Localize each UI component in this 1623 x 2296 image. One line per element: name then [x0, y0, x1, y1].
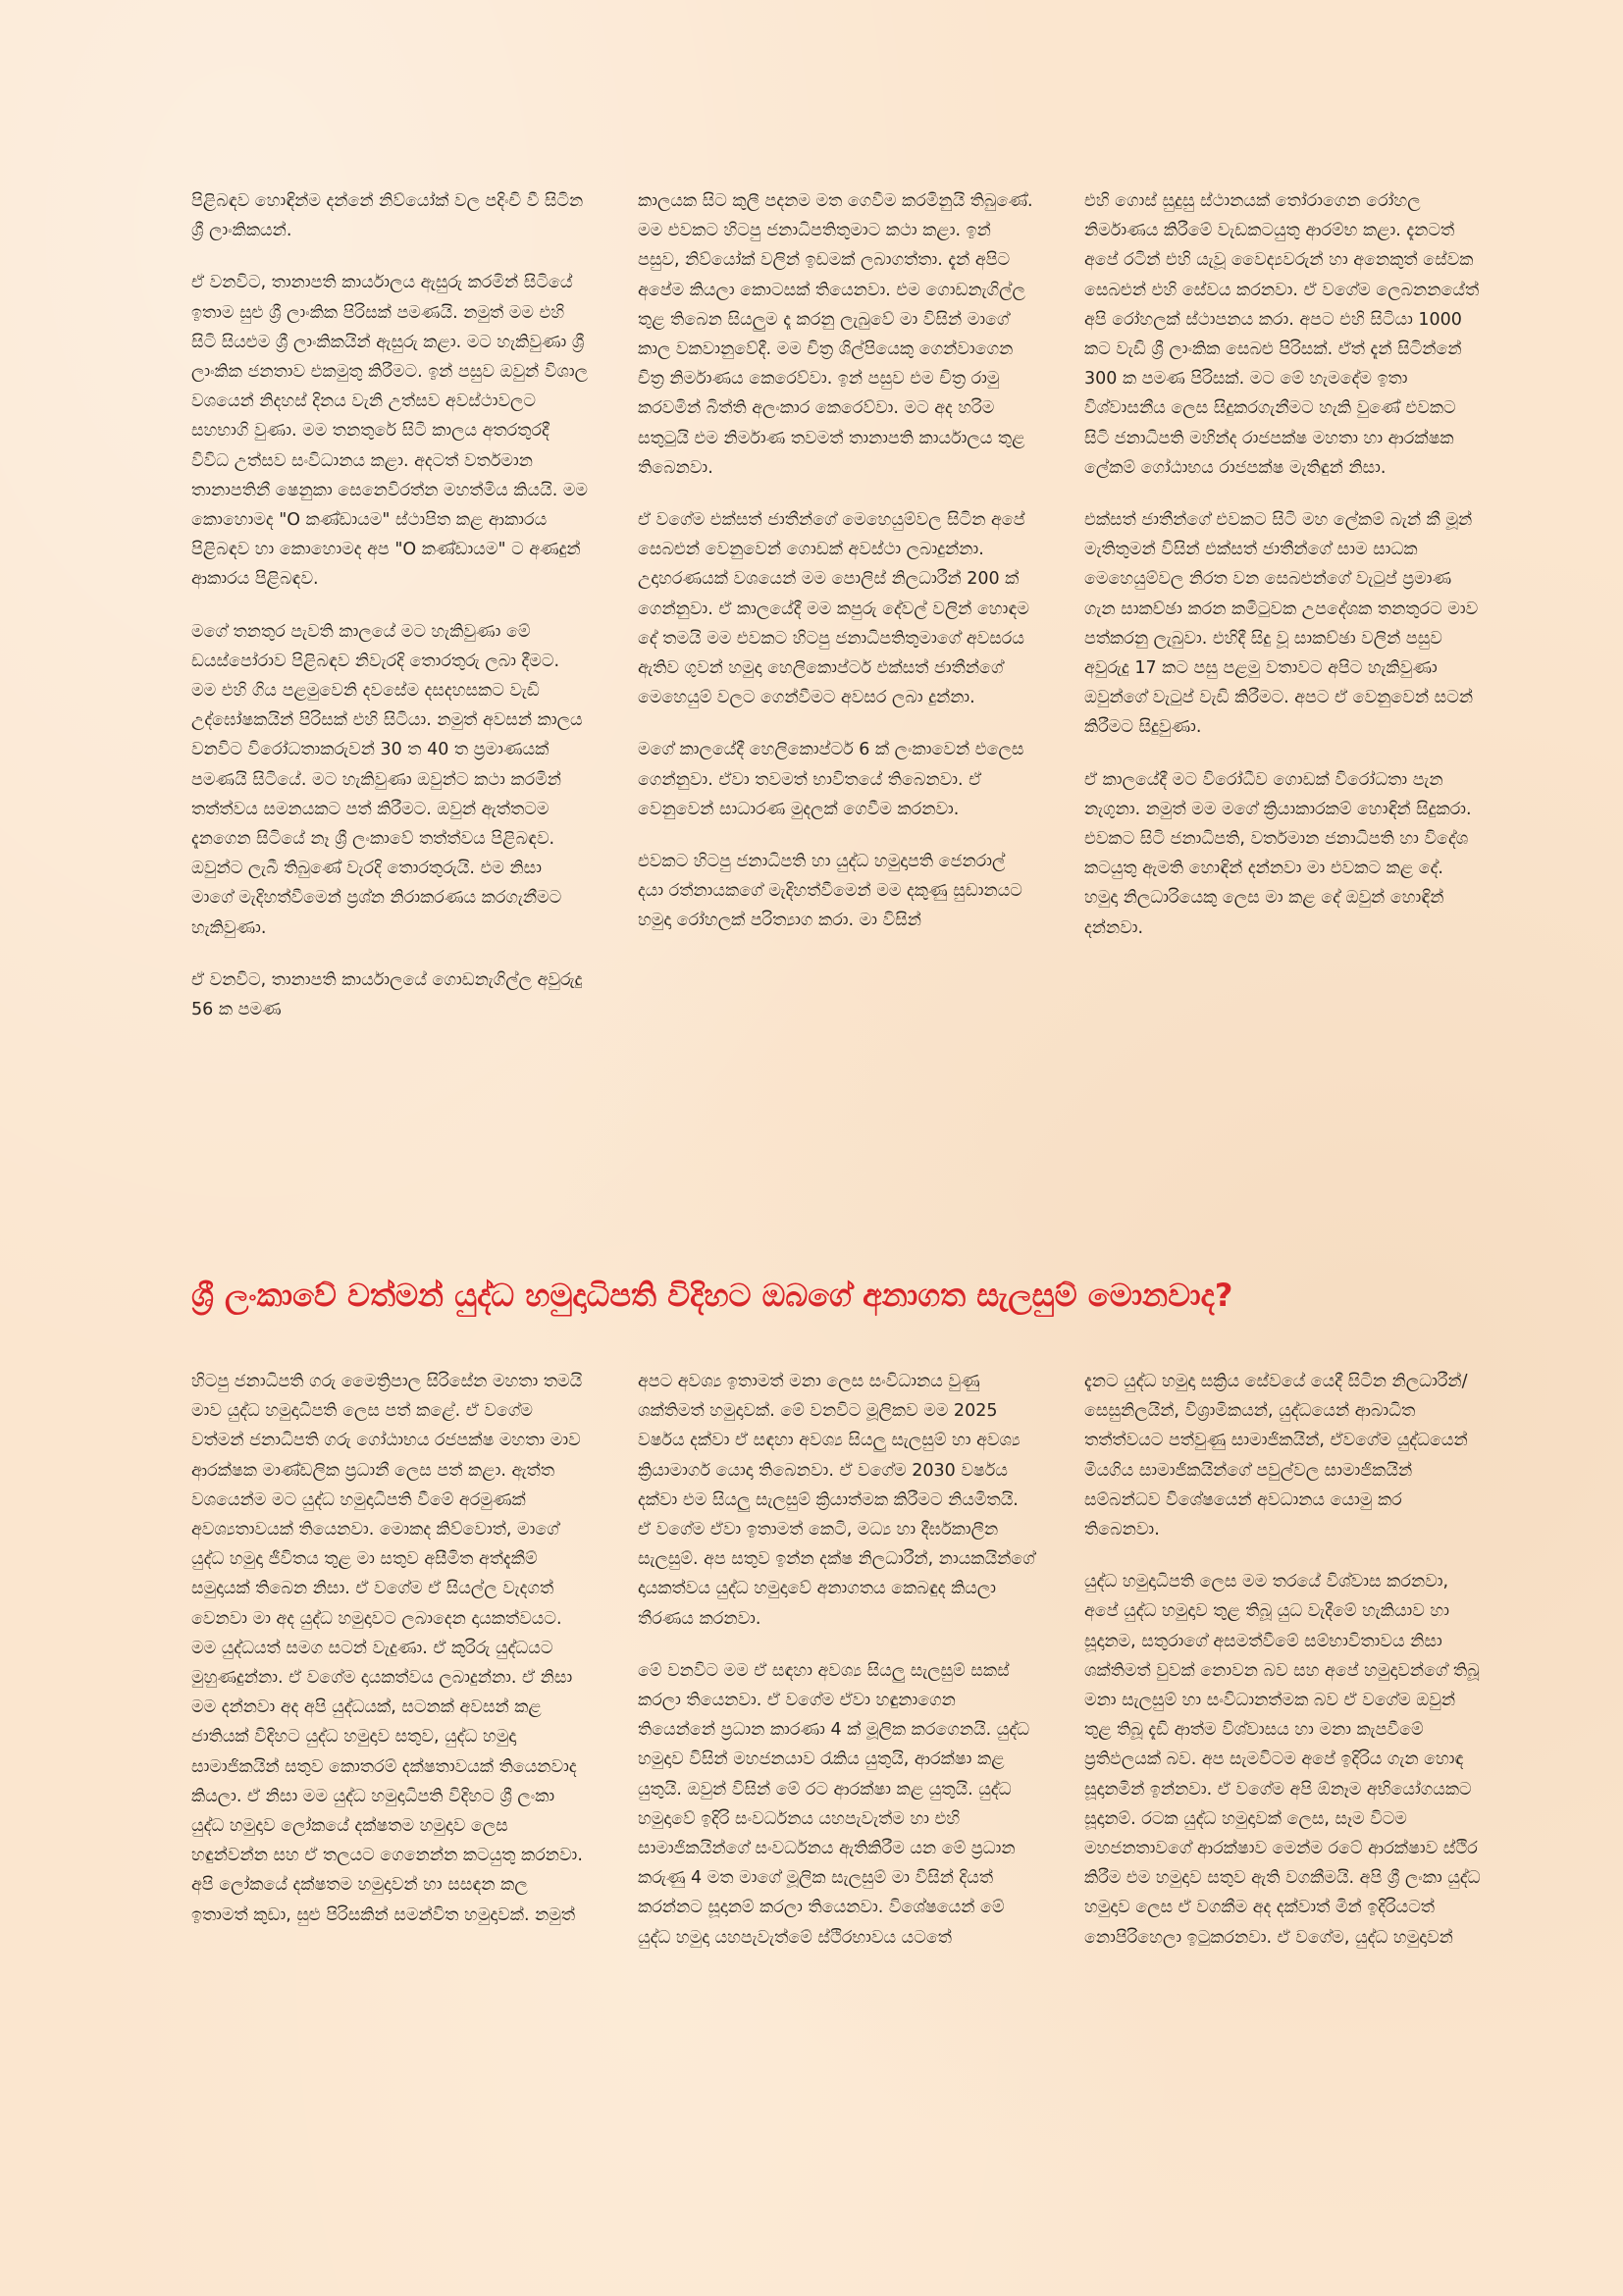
top-column-3	[1084, 186, 1482, 1047]
bottom-article-section	[191, 1367, 1482, 1975]
paragraph: මගේ තනතුර පැවති කාලයේ මට හැකිවුණා මේ ඩයස්පෝරාව පිළිබඳව නිවැරදි තොරතුරු ලබා දීමට. මම එහි ගිය පළමුවෙනි දවසේම දසදහසකට වැඩි උද්ඝෝෂකයින් පිරිසක් එහි සිටියා. නමුත් අවසන් කාලය වනවිට විරෝධතාකරුවන් 30 ත 40 ත ප්‍රමාණයක් පමණයි සිටියේ. මට හැකිවුණා ඔවුන්ට කථා කරමින් තත්ත්වය සමනයකට පත් කිරීමට. ඔවුන් ඇත්තටම දැනගෙන සිටියේ නෑ ශ්‍රී ලංකාවේ තත්ත්වය පිළිබඳව. ඔවුන්ට ලැබී තිබුණේ වැරදි තොරතුරුයි. එම නිසා මාගේ මැදිහත්වීමෙන් ප්‍රශ්න නිරාකරණය කරගැනීමට හැකිවුණා.	[191, 621, 583, 938]
bottom-column-3	[1084, 1367, 1482, 1975]
paragraph: ඒ වගේම එක්සත් ජාතීන්ගේ මෙහෙයුම්වල සිටින අපේ සෙබළුන් වෙනුවෙන් ගොඩක් අවස්ථා ලබාදුන්නා. උදාහරණයක් වශයෙන් මම පොලිස් නිලධාරීන් 200 ක් ගෙන්නුවා. ඒ කාලයේදී මම කපුරු දේවල් වලින් හොඳම දේ තමයි මම එවකට හිටපු ජනාධිපතිතුමාගේ අවසරය ඇතිව ගුවන් හමුදා හෙලිකොප්ටර් එක්සත් ජාතීන්ගේ මෙහෙයුම් වලට ගෙන්වීමට අවසර ලබා දුන්නා.	[638, 510, 1029, 708]
paragraph: එවකට හිටපු ජනාධිපති හා යුද්ධ හමුදාපති ජෙනරාල් දයා රත්නායකගේ මැදිහත්වීමෙන් මම දකුණු සුඩානයට හමුදා රෝහලක් පරිත්‍යාග කරා. මා විසින්	[638, 852, 1022, 931]
section-headline: ශ්‍රී ලංකාවේ වත්මන් යුද්ධ හමුදාධිපති විදිහට ඔබගේ අනාගත සැලසුම් මොනවාද?	[191, 1277, 1233, 1314]
paragraph: ඒ වනවිට, තානාපති කාර්යාලයේ ගොඩනැගිල්ල අවුරුදු 56 ක පමණ	[191, 969, 583, 1020]
paragraph: දැනට යුද්ධ හමුදා සක්‍රිය සේවයේ යෙදී සිටින නිලධාරීන්/සෙසුනිලයින්, විශ්‍රාමිකයන්, යුද්ධයෙන් ආබාධිත තත්ත්වයට පත්වුණු සාමාජිකයින්, ඒවගේම යුද්ධයෙන් මියගිය සාමාජිකයින්ගේ පවුල්වල සාමාජිකයින් සම්බන්ධව විශේෂයෙන් අවධානය යොමු කර තිබෙනවා.	[1084, 1372, 1468, 1540]
paragraph: කාලයක සිට කුලී පදනම මත ගෙවීම කරමිනුයි තිබුණේ. මම එවකට හිටපු ජනාධිපතිතුමාට කථා කළා. ඉන් පසුව, නිව්යෝක් වලින් ඉඩමක් ලබාගත්තා. දැන් අපිට අපේම කියලා කොටසක් තියෙනවා. එම ගොඩනැගිල්ල තුළ තිබෙන සියලුම දෑ කරනු ලැබුවේ මා විසින් මාගේ කාල වකවානුවේදී. මම චිත්‍ර ශිල්පියෙකු ගෙන්වාගෙන චිත්‍ර නිර්මාණය කෙරෙව්වා. ඉන් පසුව එම චිත්‍ර රාමු කරවමින් බිත්ති අලංකාර කෙරෙව්වා. මට අද හරිම සතුටුයි එම නිර්මාණ තවමත් තානාපති කාර්යාලය තුළ තිබෙනවා.	[638, 191, 1033, 478]
paragraph: හිටපු ජනාධිපති ගරු මෛත්‍රිපාල සිරිසේන මහතා තමයි මාව යුද්ධ හමුදාධිපති ලෙස පත් කළේ. ඒ වගේම වත්මන් ජනාධිපති ගරු ගෝඨාභය රජපක්ෂ මහතා මාව ආරක්ෂක මාණ්ඩලික ප්‍රධානී ලෙස පත් කළා. ඇත්ත වශයෙන්ම මට යුද්ධ හමුදාධිපති වීමේ අරමුණක් අවශ්‍යතාවයක් තියෙනවා. මොකද කිව්වොත්, මාගේ යුද්ධ හමුදා ජීවිතය තුළ මා සතුව අසීමිත අත්දැකීම් සමුදායක් තිබෙන නිසා. ඒ වගේම ඒ සියල්ල වැදගත් වෙනවා මා අද යුද්ධ හමුදාවට ලබාදෙන දායකත්වයට. මම යුද්ධයත් සමග සටන් වැදුණා. ඒ කුරිරු යුද්ධයට මුහුණදුන්නා. ඒ වගේම දායකත්වය ලබාදුන්නා. ඒ නිසා මම දන්නවා අද අපි යුද්ධයක්, සටනක් අවසන් කළ ජාතියක් විදිහට යුද්ධ හමුදාව සතුව, යුද්ධ හමුදා සාමාජිකයින් සතුව කොතරම් දක්ෂතාවයක් තියෙනවාද කියලා. ඒ නිසා මම යුද්ධ හමුදාධිපති විදිහට ශ්‍රී ලංකා යුද්ධ හමුදාව ලෝකයේ දක්ෂතම හමුදාව ලෙස හඳුන්වන්න සහ ඒ තලයට ගෙනෙන්න කටයුතු කරනවා. අපි ලෝකයේ දක්ෂතම හමුදාවන් හා සසඳන කල ඉතාමත් කුඩා, සුළු පිරිසකින් සමන්විත හමුදාවක්. නමුත්	[191, 1372, 583, 1925]
bottom-column-2	[638, 1367, 1035, 1975]
paragraph: යුද්ධ හමුදාධිපති ලෙස මම තරයේ විශ්වාස කරනවා, අපේ යුද්ධ හමුදාව තුළ තිබූ යුධ වැදීමේ හැකියාව හා සූදානම, සතුරාගේ අසමත්වීමේ සම්භාවිතාවය නිසා ශක්තිමත් වුවක් නොවන බව සහ අපේ හමුදාවන්ගේ තිබූ මනා සැලසුම් හා සංවිධානත්මක බව ඒ වගේම ඔවුන් තුළ තිබූ දැඩි ආත්ම විශ්වාසය හා මනා කැපවීමේ ප්‍රතිඵලයක් බව. අප සැමවිටම අපේ ඉදිරිය ගැන හොඳ සූදානමින් ඉන්නවා. ඒ වගේම අපි ඕනෑම අභියෝගයකට සූදානම්. රටක යුද්ධ හමුදාවක් ලෙස, සෑම විටම මහජනතාවගේ ආරක්ෂාව මෙන්ම රටේ ආරක්ෂාව ස්ථිර කිරීම එම හමුදාව සතුව ඇති වගකීමයි. අපි ශ්‍රී ලංකා යුද්ධ හමුදාව ලෙස ඒ වගකීම අද දක්වාත් මින් ඉදිරියටත් නොපිරිහෙලා ඉටුකරනවා. ඒ වගේම, යුද්ධ හමුදාවන්	[1084, 1572, 1481, 1948]
paragraph: ඒ වනවිට, තානාපති කාර්යාලය ඇසුරු කරමින් සිටියේ ඉතාම සුළු ශ්‍රී ලාංකික පිරිසක් පමණයි. නමුත් මම එහි සිටි සියළුම ශ්‍රී ලාංකිකයින් ඇසුරු කළා. මට හැකිවුණා ශ්‍රී ලාංකික ජනතාව එකමුතු කිරීමට. ඉන් පසුව ඔවුන් විශාල වශයෙන් නිදහස් දිනය වැනි උත්සව අවස්ථාවලට සහභාගි වුණා. මම තනතුරේ සිටි කාලය අතරතුරදී විවිධ උත්සව සංවිධානය කළා. අදටත් වර්තමාන තානාපතිනී ෂෙනුකා සෙනෙවිරත්න මහත්මිය කියයි. මම කොහොමද "O කණ්ඩායම" ස්ථාපිත කළ ආකාරය පිළිබඳව හා කොහොමද අප "O කණ්ඩායම" ට අණදුන් ආකාරය පිළිබඳව.	[191, 273, 589, 590]
top-column-1	[191, 186, 589, 1047]
paragraph: මේ වනවිට මම ඒ සඳහා අවශ්‍ය සියලු සැලසුම් සකස් කරලා තියෙනවා. ඒ වගේම ඒවා හඳුනාගෙන තියෙන්නේ ප්‍රධාන කාරණා 4 ක් මූලික කරගෙනයි. යුද්ධ හමුදාව විසින් මහජනයාව රැකිය යුතුයි, ආරක්ෂා කළ යුතුයි. ඔවුන් විසින් මේ රට ආරක්ෂා කළ යුතුයි. යුද්ධ හමුදාවේ ඉදිරි සංවර්ධනය යහපැවැත්ම හා එහි සාමාජිකයින්ගේ සංවර්ධනය ඇතිකිරීම යන මේ ප්‍රධාන කරුණු 4 මත මාගේ මූලික සැලසුම් මා විසින් දියත් කරන්නට සූදානම් කරලා තියෙනවා. විශේෂයෙන් මේ යුද්ධ හමුදා යහපැවැත්මේ ස්ථිරභාවය යටතේ	[638, 1660, 1030, 1948]
paragraph: මගේ කාලයේදී හෙලිකොප්ටර් 6 ක් ලංකාවෙන් එලෙස ගෙන්නුවා. ඒවා තවමත් භාවිතයේ තිබෙනවා. ඒ වෙනුවෙන් සාධාරණ මුදලක් ගෙවීම කරනවා.	[638, 740, 1024, 819]
paragraph: අපට අවශ්‍ය ඉතාමත් මනා ලෙස සංවිධානය වුණු ශක්තිමත් හමුදාවක්. මේ වනවිට මූලිකව මම 2025 වර්ෂය දක්වා ඒ සඳහා අවශ්‍ය සියලු සැලසුම් හා අවශ්‍ය ක්‍රියාමාර්ග යොදා තිබෙනවා. ඒ වගේම 2030 වර්ෂය දක්වා එම සියලු සැලසුම් ක්‍රියාත්මක කිරීමට නියමිතයි. ඒ වගේම ඒවා ඉතාමත් කෙටි, මධ්‍ය හා දීර්ඝකාලීන සැලසුම්. අප සතුව ඉන්න දක්ෂ නිලධාරීන්, නායකයින්ගේ දායකත්වය යුද්ධ හමුදාවේ අනාගතය කෙබඳුද කියලා තීරණය කරනවා.	[638, 1372, 1035, 1629]
paragraph: එක්සත් ජාතීන්ගේ එවකට සිටි මහ ලේකම් බැන් කී මූන් මැතිතුමන් විසින් එක්සත් ජාතීන්ගේ සාම සාධක මෙහෙයුම්වල නිරත වන සෙබළුන්ගේ වැටුප් ප්‍රමාණ ගැන සාකච්ඡා කරන කමිටුවක උපදේශක තනතුරට මාව පත්කරනු ලැබුවා. එහිදී සිදු වූ සාකච්ඡා වලින් පසුව අවුරුදු 17 කට පසු පළමු වතාවට අපිට හැකිවුණා ඔවුන්ගේ වැටුප් වැඩි කිරීමට. අපට ඒ වෙනුවෙන් සටන් කිරීමට සිදුවුණා.	[1084, 510, 1479, 738]
top-column-2	[638, 186, 1035, 1047]
paragraph: පිළිබඳව හොඳින්ම දන්නේ නිව්යෝක් වල පදිංචි වී සිටින ශ්‍රී ලාංකිකයන්.	[191, 191, 584, 241]
paragraph: එහි ගොස් සුදුසු ස්ථානයක් තෝරාගෙන රෝහල නිර්මාණය කිරීමේ වැඩකටයුතු ආරම්භ කළා. දැනටත් අපේ රටින් එහි යැවූ වෛද්‍යවරුන් හා අනෙකුත් සේවක සෙබළුන් එහි සේවය කරනවා. ඒ වගේම ලෙබනනයේත් අපි රෝහලක් ස්ථාපනය කරා. අපට එහි සිටියා 1000 කට වැඩි ශ්‍රී ලාංකික සෙබළු පිරිසක්. ඒත් දැන් සිටින්නේ 300 ක පමණ පිරිසක්. මට මේ හැමදේම ඉතා විශ්වාසනීය ලෙස සිදුකරගැනීමට හැකි වුණේ එවකට සිටි ජනාධිපති මහින්ද රාජපක්ෂ මහතා හා ආරක්ෂක ලේකම් ගෝඨාභය රාජපක්ෂ මැතිඳුන් නිසා.	[1084, 191, 1480, 478]
top-article-section	[191, 186, 1482, 1047]
paragraph: ඒ කාලයේදී මට විරෝධීව ගොඩක් විරෝධතා පැන නැගුනා. නමුත් මම මගේ ක්‍රියාකාරකම් හොඳින් සිදුකරා. එවකට සිටි ජනාධිපති, වර්තමාන ජනාධිපති හා විදේශ කටයුතු ඇමති හොඳින් දන්නවා මා එවකට කළ දේ. හමුදා නිලධාරියෙකු ලෙස මා කළ දේ ඔවුන් හොඳින් දන්නවා.	[1084, 769, 1472, 938]
bottom-column-1	[191, 1367, 589, 1975]
